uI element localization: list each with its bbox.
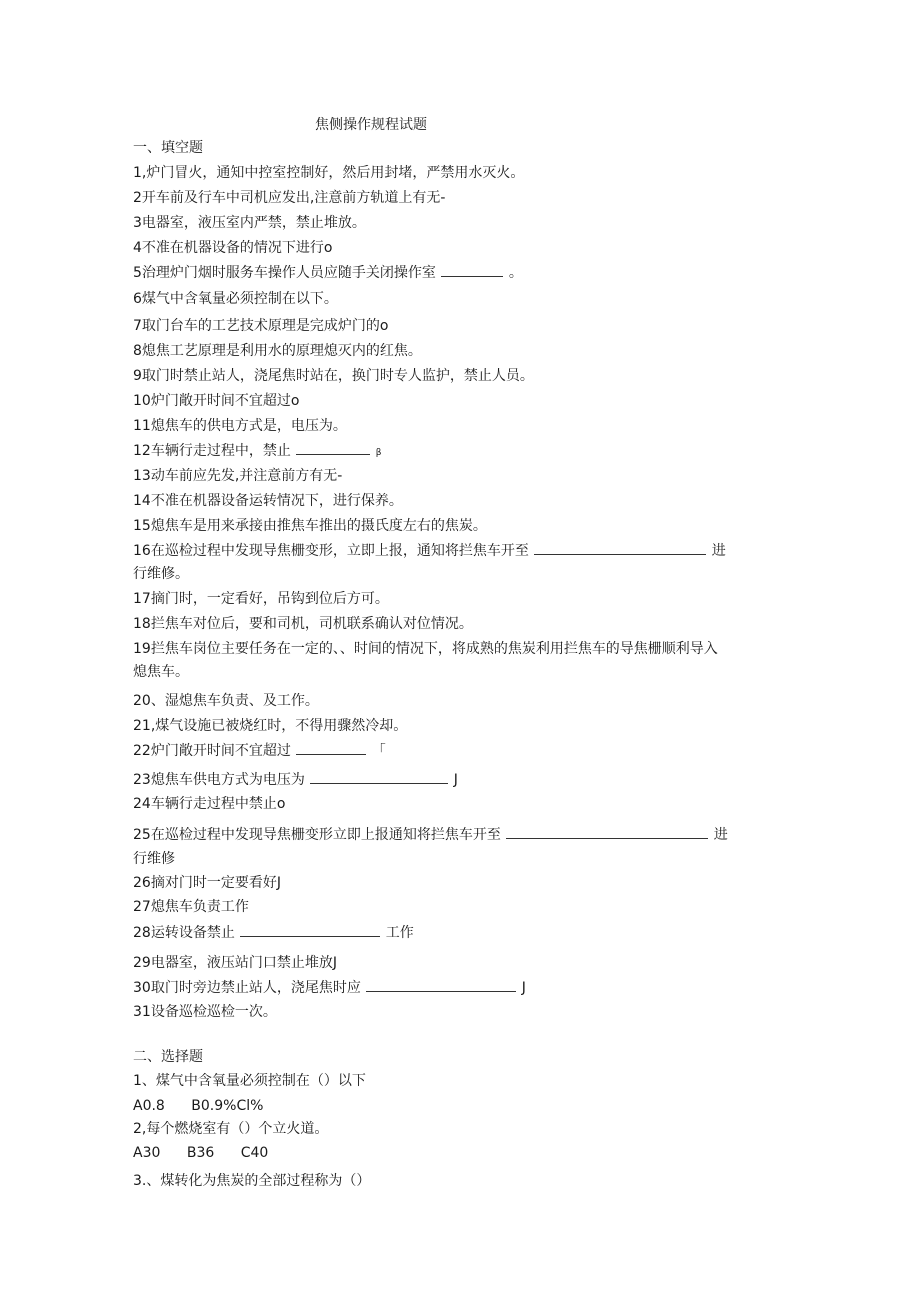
answer-blank bbox=[441, 263, 503, 277]
question-27: 27熄焦车负责工作 bbox=[133, 899, 249, 915]
choice-question-1: 1、煤气中含氧量必须控制在（）以下 bbox=[133, 1073, 366, 1089]
question-15: 15熄焦车是用来承接由推焦车推出的摄氏度左右的焦炭。 bbox=[133, 518, 487, 534]
question-30-end: J bbox=[521, 980, 526, 996]
question-5 bbox=[133, 263, 523, 283]
question-22-end: 「 bbox=[371, 743, 386, 759]
question-16-text: 16在巡检过程中发现导焦栅变形，立即上报，通知将拦焦车开至 bbox=[133, 543, 529, 559]
question-20: 20、湿熄焦车负责、及工作。 bbox=[133, 693, 319, 709]
question-17: 17摘门时，一定看好，吊钩到位后方可。 bbox=[133, 591, 389, 607]
question-10: 10炉门敞开时间不宜超过o bbox=[133, 393, 300, 409]
question-7: 7取门台车的工艺技术原理是完成炉门的o bbox=[133, 318, 389, 334]
question-25 bbox=[133, 825, 728, 845]
question-22-text: 22炉门敞开时间不宜超过 bbox=[133, 743, 291, 759]
question-29: 29电器室，液压站门口禁止堆放J bbox=[133, 955, 337, 971]
answer-blank bbox=[506, 825, 708, 839]
question-24: 24车辆行走过程中禁止o bbox=[133, 796, 286, 812]
choice-question-2-options bbox=[133, 1143, 290, 1163]
question-5-end: 。 bbox=[508, 265, 523, 281]
choice-question-2: 2,每个燃烧室有（）个立火道。 bbox=[133, 1121, 329, 1137]
question-28-text: 28运转设备禁止 bbox=[133, 925, 235, 941]
option-a: A0.8 bbox=[133, 1098, 165, 1114]
question-2: 2开车前及行车中司机应发出,注意前方轨道上有无- bbox=[133, 190, 446, 206]
option-b: B36 bbox=[186, 1145, 215, 1161]
answer-blank bbox=[310, 770, 448, 784]
question-3: 3电器室，液压室内严禁，禁止堆放。 bbox=[133, 215, 366, 231]
question-30 bbox=[133, 978, 526, 998]
document-title: 焦侧操作规程试题 bbox=[315, 117, 427, 133]
question-1: 1,炉门冒火，通知中控室控制好，然后用封堵，严禁用水灭火。 bbox=[133, 165, 525, 181]
question-18: 18拦焦车对位后，要和司机，司机联系确认对位情况。 bbox=[133, 616, 473, 632]
question-23-text: 23熄焦车供电方式为电压为 bbox=[133, 772, 305, 788]
question-8: 8熄焦工艺原理是利用水的原理熄灭内的红焦。 bbox=[133, 343, 422, 359]
option-c: C40 bbox=[240, 1145, 269, 1161]
choice-question-3: 3.、煤转化为焦炭的全部过程称为（） bbox=[133, 1173, 371, 1189]
answer-blank bbox=[240, 923, 380, 937]
choice-question-1-options bbox=[133, 1096, 285, 1116]
question-6: 6煤气中含氧量必须控制在以下。 bbox=[133, 291, 338, 307]
question-12-text: 12车辆行走过程中，禁止 bbox=[133, 443, 291, 459]
question-16 bbox=[133, 541, 726, 561]
question-4: 4不准在机器设备的情况下进行o bbox=[133, 240, 333, 256]
answer-blank bbox=[296, 741, 366, 755]
section-heading-multiple-choice: 二、选择题 bbox=[133, 1049, 203, 1065]
question-14: 14不准在机器设备运转情况下，进行保养。 bbox=[133, 493, 403, 509]
question-28 bbox=[133, 923, 414, 943]
question-23 bbox=[133, 770, 458, 790]
question-23-end: J bbox=[453, 772, 458, 788]
option-b: B0.9%Cl% bbox=[191, 1098, 264, 1114]
question-25-text: 25在巡检过程中发现导焦栅变形立即上报通知将拦焦车开至 bbox=[133, 827, 501, 843]
question-9: 9取门时禁止站人，浇尾焦时站在，换门时专人监护，禁止人员。 bbox=[133, 368, 534, 384]
question-12 bbox=[133, 441, 381, 461]
question-16-continued: 行维修。 bbox=[133, 566, 189, 582]
question-25-end: 进 bbox=[713, 827, 728, 843]
question-25-continued: 行维修 bbox=[133, 851, 175, 867]
question-11: 11熄焦车的供电方式是，电压为。 bbox=[133, 418, 347, 434]
option-a: A30 bbox=[133, 1145, 161, 1161]
question-19: 19拦焦车岗位主要任务在一定的、、时间的情况下，将成熟的焦炭利用拦焦车的导焦栅顺利导入 bbox=[133, 641, 718, 657]
question-12-end: β bbox=[375, 448, 382, 458]
answer-blank bbox=[366, 978, 516, 992]
question-16-end: 进 bbox=[711, 543, 726, 559]
question-30-text: 30取门时旁边禁止站人，浇尾焦时应 bbox=[133, 980, 361, 996]
question-5-text: 5治理炉门烟时服务车操作人员应随手关闭操作室 bbox=[133, 265, 436, 281]
question-21: 21,煤气设施已被烧红时，不得用骤然冷却。 bbox=[133, 718, 408, 734]
answer-blank bbox=[534, 541, 706, 555]
question-28-end: 工作 bbox=[385, 925, 414, 941]
question-19-continued: 熄焦车。 bbox=[133, 664, 189, 680]
question-22 bbox=[133, 741, 386, 761]
question-13: 13动车前应先发,并注意前方有无- bbox=[133, 468, 343, 484]
question-26: 26摘对门时一定要看好J bbox=[133, 875, 281, 891]
section-heading-fill-blank: 一、填空题 bbox=[133, 140, 203, 156]
question-31: 31设备巡检巡检一次。 bbox=[133, 1004, 277, 1020]
answer-blank bbox=[296, 441, 370, 455]
